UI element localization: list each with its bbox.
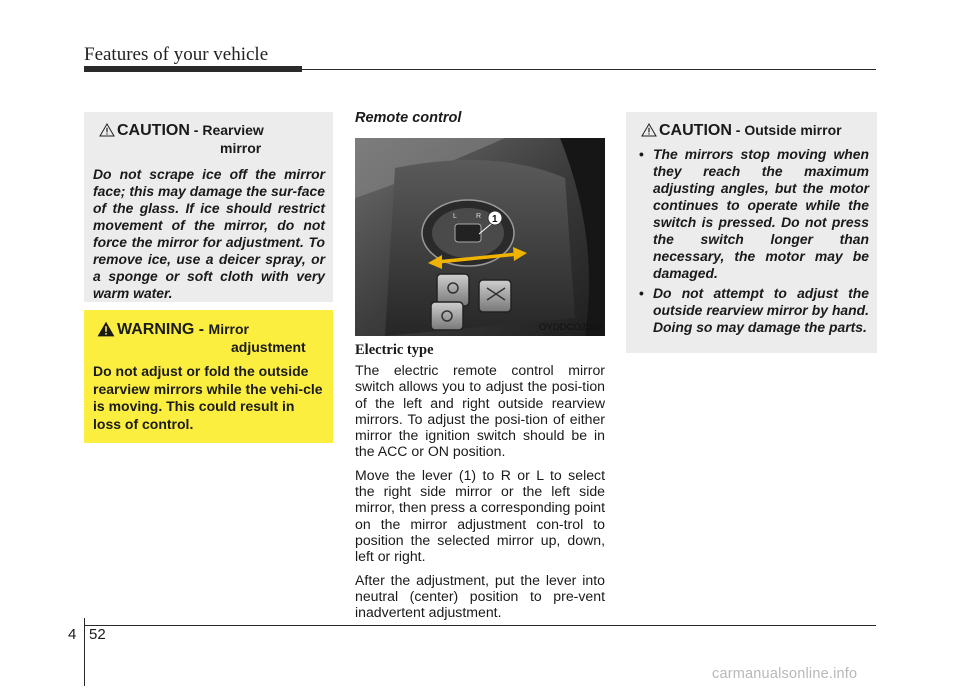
caution-rearview-subtitle: - Rearview: [189, 122, 264, 138]
warning-heading: [93, 321, 325, 355]
remote-control-body: [355, 362, 605, 627]
caution-rearview-box: [84, 112, 333, 302]
warning-subtitle-2: adjustment: [231, 339, 306, 355]
caution-label: CAUTION: [117, 122, 190, 139]
footer-section-number: 4: [68, 626, 77, 643]
footer-divider: [84, 618, 85, 686]
body-paragraph: The electric remote control mirror switch allows you to adjust the posi-tion of the left and right outside rearview mirrors. To adjust the posi-tion of either mirror the ignition switch should be in the ACC or ON position.: [355, 362, 605, 460]
remote-control-title: Remote control: [355, 110, 462, 126]
header-rule-thin: [302, 69, 876, 70]
svg-text:R: R: [476, 213, 482, 220]
warning-label: WARNING -: [117, 321, 209, 338]
caution-triangle-icon: [99, 123, 115, 137]
image-caption: OYDDCO2039: [539, 322, 602, 333]
caution-rearview-heading: [93, 122, 325, 156]
watermark[interactable]: carmanualsonline.info: [712, 666, 858, 682]
warning-body: Do not adjust or fold the outside rearview mirrors while the vehi-cle is moving. This could result in loss of control.: [93, 363, 323, 432]
footer-page-number: 52: [89, 626, 106, 643]
caution-rearview-subtitle-2: mirror: [220, 140, 262, 156]
caution-label: CAUTION: [659, 122, 732, 139]
caution-outside-subtitle: - Outside mirror: [731, 122, 842, 138]
caution-outside-list: [635, 146, 869, 336]
warning-triangle-icon: [97, 321, 115, 337]
footer-rule: [84, 625, 876, 626]
caution-list-item: • Do not attempt to adjust the outside rearview mirror by hand. Doing so may damage the parts.: [635, 285, 869, 336]
svg-text:L: L: [453, 213, 457, 220]
header-rule-thick: [84, 66, 302, 72]
callout-number: 1: [492, 214, 498, 225]
caution-list-item: • The mirrors stop moving when they reach the maximum adjusting angles, but the motor continues to operate while the switch is pressed. Do not press the switch longer than necessary, the motor may be damaged.: [635, 146, 869, 282]
mirror-switch-illustration: [355, 138, 605, 336]
body-paragraph: After the adjustment, put the lever into neutral (center) position to pre-vent inadvertent adjustment.: [355, 571, 605, 621]
page-header-title: Features of your vehicle: [84, 44, 269, 65]
caution-rearview-body: Do not scrape ice off the mirror face; this may damage the sur-face of the glass. If ice should restrict movement of the mirror, do not force the mirror for adjustment. To remove ice, use a deicer spray, or a sponge or soft cloth with very warm water.: [93, 166, 325, 301]
mirror-switch-photo: [355, 138, 605, 336]
caution-outside-box: [626, 112, 877, 353]
electric-type-subheading: Electric type: [355, 342, 434, 358]
caution-outside-heading: [635, 122, 869, 140]
warning-box: [84, 310, 333, 443]
caution-triangle-icon: [641, 123, 657, 137]
warning-subtitle: Mirror: [208, 321, 249, 337]
body-paragraph: Move the lever (1) to R or L to select the right side mirror or the left side mirror, then press a corresponding point on the mirror adjustment con-trol to position the selected mirror up, down, left or right.: [355, 466, 605, 565]
